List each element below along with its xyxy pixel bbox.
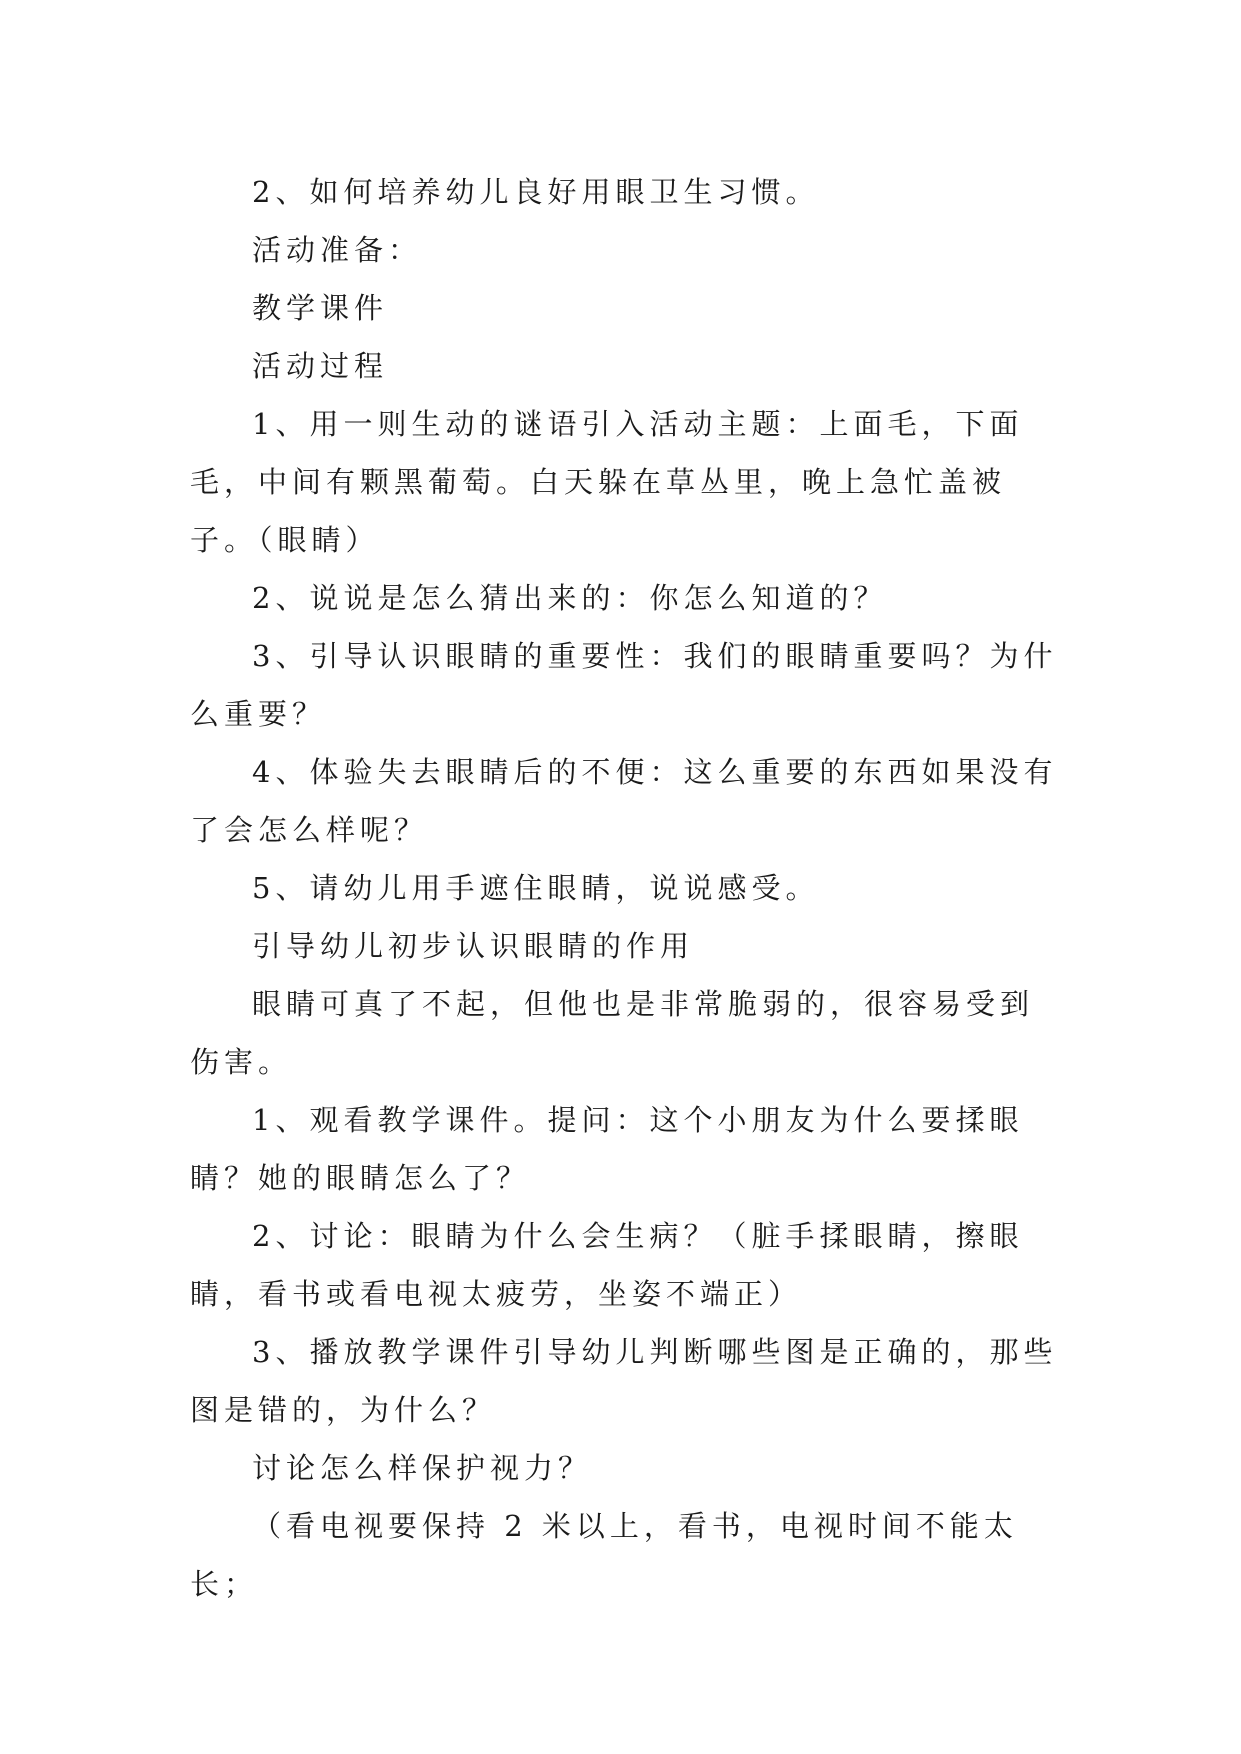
- paragraph-step-2-guess: 2、说说是怎么猜出来的：你怎么知道的？: [252, 581, 888, 615]
- paragraph-teaching-courseware: 教学课件: [252, 291, 389, 325]
- paragraph-watch-courseware: 1、观看教学课件。提问：这个小朋友为什么要揉眼睛？她的眼睛怎么了？: [190, 1103, 1024, 1195]
- paragraph-tv-distance: （看电视要保持 2 米以上，看书，电视时间不能太长；: [190, 1509, 1018, 1601]
- paragraph-play-courseware: 3、播放教学课件引导幼儿判断哪些图是正确的，那些图是错的，为什么？: [190, 1335, 1058, 1427]
- paragraph-discussion: 2、讨论：眼睛为什么会生病？（脏手揉眼睛，擦眼睛，看书或看电视太疲劳，坐姿不端正）: [190, 1219, 1024, 1311]
- paragraph-question-2: 2、如何培养幼儿良好用眼卫生习惯。: [252, 175, 820, 209]
- paragraph-eye-function-heading: 引导幼儿初步认识眼睛的作用: [252, 929, 695, 963]
- paragraph-activity-preparation-heading: 活动准备：: [252, 233, 423, 267]
- paragraph-step-1-riddle: 1、用一则生动的谜语引入活动主题：上面毛，下面毛，中间有颗黑葡萄。白天躲在草丛里，晚上急忙盖被子。（眼睛）: [190, 407, 1024, 557]
- paragraph-activity-process-heading: 活动过程: [252, 349, 389, 383]
- paragraph-protect-vision-heading: 讨论怎么样保护视力？: [252, 1451, 593, 1485]
- document-body: [190, 163, 1060, 1613]
- paragraph-step-5-cover-eyes: 5、请幼儿用手遮住眼睛，说说感受。: [252, 871, 820, 905]
- paragraph-step-4-inconvenience: 4、体验失去眼睛后的不便：这么重要的东西如果没有了会怎么样呢？: [190, 755, 1058, 847]
- paragraph-step-3-importance: 3、引导认识眼睛的重要性：我们的眼睛重要吗？为什么重要？: [190, 639, 1058, 731]
- paragraph-eyes-fragile: 眼睛可真了不起，但他也是非常脆弱的，很容易受到伤害。: [190, 987, 1035, 1079]
